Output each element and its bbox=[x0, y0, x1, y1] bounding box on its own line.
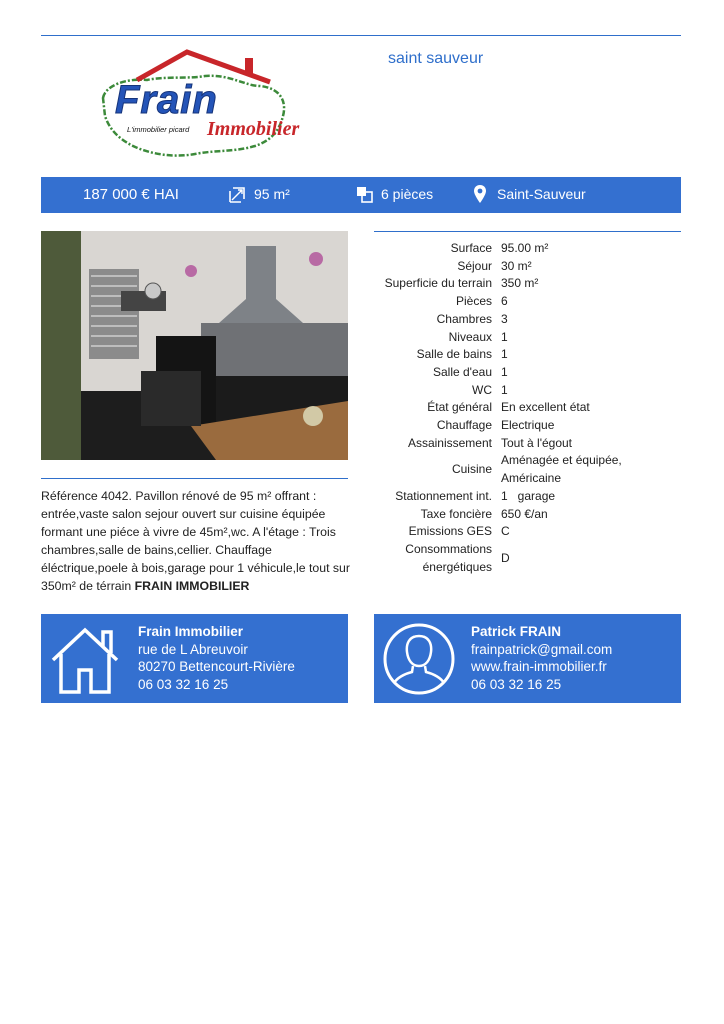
spec-row bbox=[376, 506, 631, 524]
spec-row bbox=[376, 399, 631, 417]
spec-row bbox=[376, 488, 631, 506]
agent-card bbox=[374, 614, 681, 703]
spec-row bbox=[376, 275, 631, 293]
spec-row bbox=[376, 541, 631, 576]
property-photo bbox=[41, 231, 348, 460]
area-label: 95 m² bbox=[254, 186, 290, 202]
spec-label: État général bbox=[427, 400, 492, 415]
spec-row bbox=[376, 346, 631, 364]
agency-card bbox=[41, 614, 348, 703]
spec-label: Assainissement bbox=[407, 435, 492, 450]
spec-label: Emissions GES bbox=[408, 524, 492, 539]
spec-value: D bbox=[501, 550, 510, 565]
spec-label: Séjour bbox=[457, 258, 492, 273]
description-agency: FRAIN IMMOBILIER bbox=[134, 579, 250, 593]
spec-label: WC bbox=[472, 382, 492, 397]
spec-value: 350 m² bbox=[501, 276, 539, 291]
spec-value: 1 bbox=[501, 364, 508, 379]
spec-row bbox=[376, 311, 631, 329]
agency-name: Frain Immobilier bbox=[138, 624, 244, 639]
house-icon bbox=[49, 624, 121, 696]
spec-label: Consommations énergétiques bbox=[405, 541, 492, 574]
spec-row bbox=[376, 523, 631, 541]
rooms-label: 6 pièces bbox=[381, 186, 434, 202]
spec-label: Stationnement int. bbox=[395, 488, 492, 503]
spec-row bbox=[376, 293, 631, 311]
summary-bar bbox=[41, 177, 681, 213]
location-pin-icon bbox=[473, 184, 487, 204]
spec-label: Surface bbox=[450, 241, 492, 255]
spec-row bbox=[376, 417, 631, 435]
logo-tagline: L'immobilier picard bbox=[127, 125, 190, 134]
agency-city: 80270 Bettencourt-Rivière bbox=[138, 659, 295, 674]
spec-row bbox=[376, 364, 631, 382]
spec-value: C bbox=[501, 524, 510, 539]
spec-row bbox=[376, 329, 631, 347]
spec-value: 650 €/an bbox=[501, 506, 548, 521]
person-icon bbox=[382, 622, 456, 696]
agency-street: rue de L Abreuvoir bbox=[138, 641, 248, 657]
agency-phone[interactable]: 06 03 32 16 25 bbox=[138, 676, 229, 692]
page-title: saint sauveur bbox=[388, 50, 484, 67]
spec-value: Electrique bbox=[501, 418, 555, 433]
spec-row bbox=[376, 382, 631, 400]
spec-label: Pièces bbox=[455, 294, 492, 309]
agent-phone[interactable]: 06 03 32 16 25 bbox=[471, 676, 562, 692]
spec-value: 95.00 m² bbox=[501, 241, 549, 255]
top-divider bbox=[41, 35, 681, 36]
spec-label: Niveaux bbox=[448, 329, 492, 344]
spec-value: 1 garage bbox=[501, 488, 556, 503]
spec-label: Taxe foncière bbox=[420, 506, 492, 521]
spec-label: Cuisine bbox=[451, 462, 492, 477]
spec-value: Tout à l'égout bbox=[501, 435, 573, 450]
agency-logo bbox=[95, 46, 300, 168]
rooms-icon bbox=[356, 186, 374, 204]
spec-label: Chauffage bbox=[436, 418, 492, 433]
spec-label: Chambres bbox=[436, 311, 492, 326]
description-divider bbox=[41, 478, 348, 479]
spec-row bbox=[376, 435, 631, 453]
spec-row bbox=[376, 258, 631, 276]
agent-email[interactable]: frainpatrick@gmail.com bbox=[471, 641, 613, 657]
kitchen-photo bbox=[41, 231, 348, 460]
spec-value: En excellent état bbox=[501, 400, 590, 415]
spec-value: 30 m² bbox=[501, 258, 532, 273]
spec-label: Salle d'eau bbox=[432, 364, 492, 379]
area-icon bbox=[228, 186, 246, 204]
spec-row bbox=[376, 240, 631, 258]
specs-divider bbox=[374, 231, 681, 232]
spec-row bbox=[376, 452, 631, 487]
spec-value: Aménagée et équipée, Américaine bbox=[501, 453, 625, 486]
agent-name: Patrick FRAIN bbox=[471, 624, 562, 639]
city-label: Saint-Sauveur bbox=[497, 186, 586, 202]
logo-brand-top: Frain bbox=[115, 78, 218, 122]
spec-value: 1 bbox=[501, 347, 508, 362]
spec-label: Superficie du terrain bbox=[384, 276, 492, 291]
property-description bbox=[41, 487, 351, 595]
specs-table bbox=[376, 240, 631, 576]
price-label: 187 000 € HAI bbox=[83, 186, 179, 203]
agent-website[interactable]: www.frain-immobilier.fr bbox=[471, 659, 607, 674]
logo-brand-bottom: Immobilier bbox=[207, 118, 300, 140]
spec-value: 3 bbox=[501, 311, 508, 326]
spec-value: 6 bbox=[501, 294, 508, 309]
spec-value: 1 bbox=[501, 329, 508, 344]
spec-value: 1 bbox=[501, 382, 508, 397]
description-text: Référence 4042. Pavillon rénové de 95 m² offrant : entrée,vaste salon sejour ouvert sur cuisine équipée formant une piéce à vivre de 45m²,wc. A l'étage : Trois chambres,salle de bains,cellier. Chauffage éléctrique,poele à bois,garage pour 1 véhicule,le tout sur 350m² de térrain bbox=[41, 489, 350, 593]
spec-label: Salle de bains bbox=[416, 347, 492, 362]
